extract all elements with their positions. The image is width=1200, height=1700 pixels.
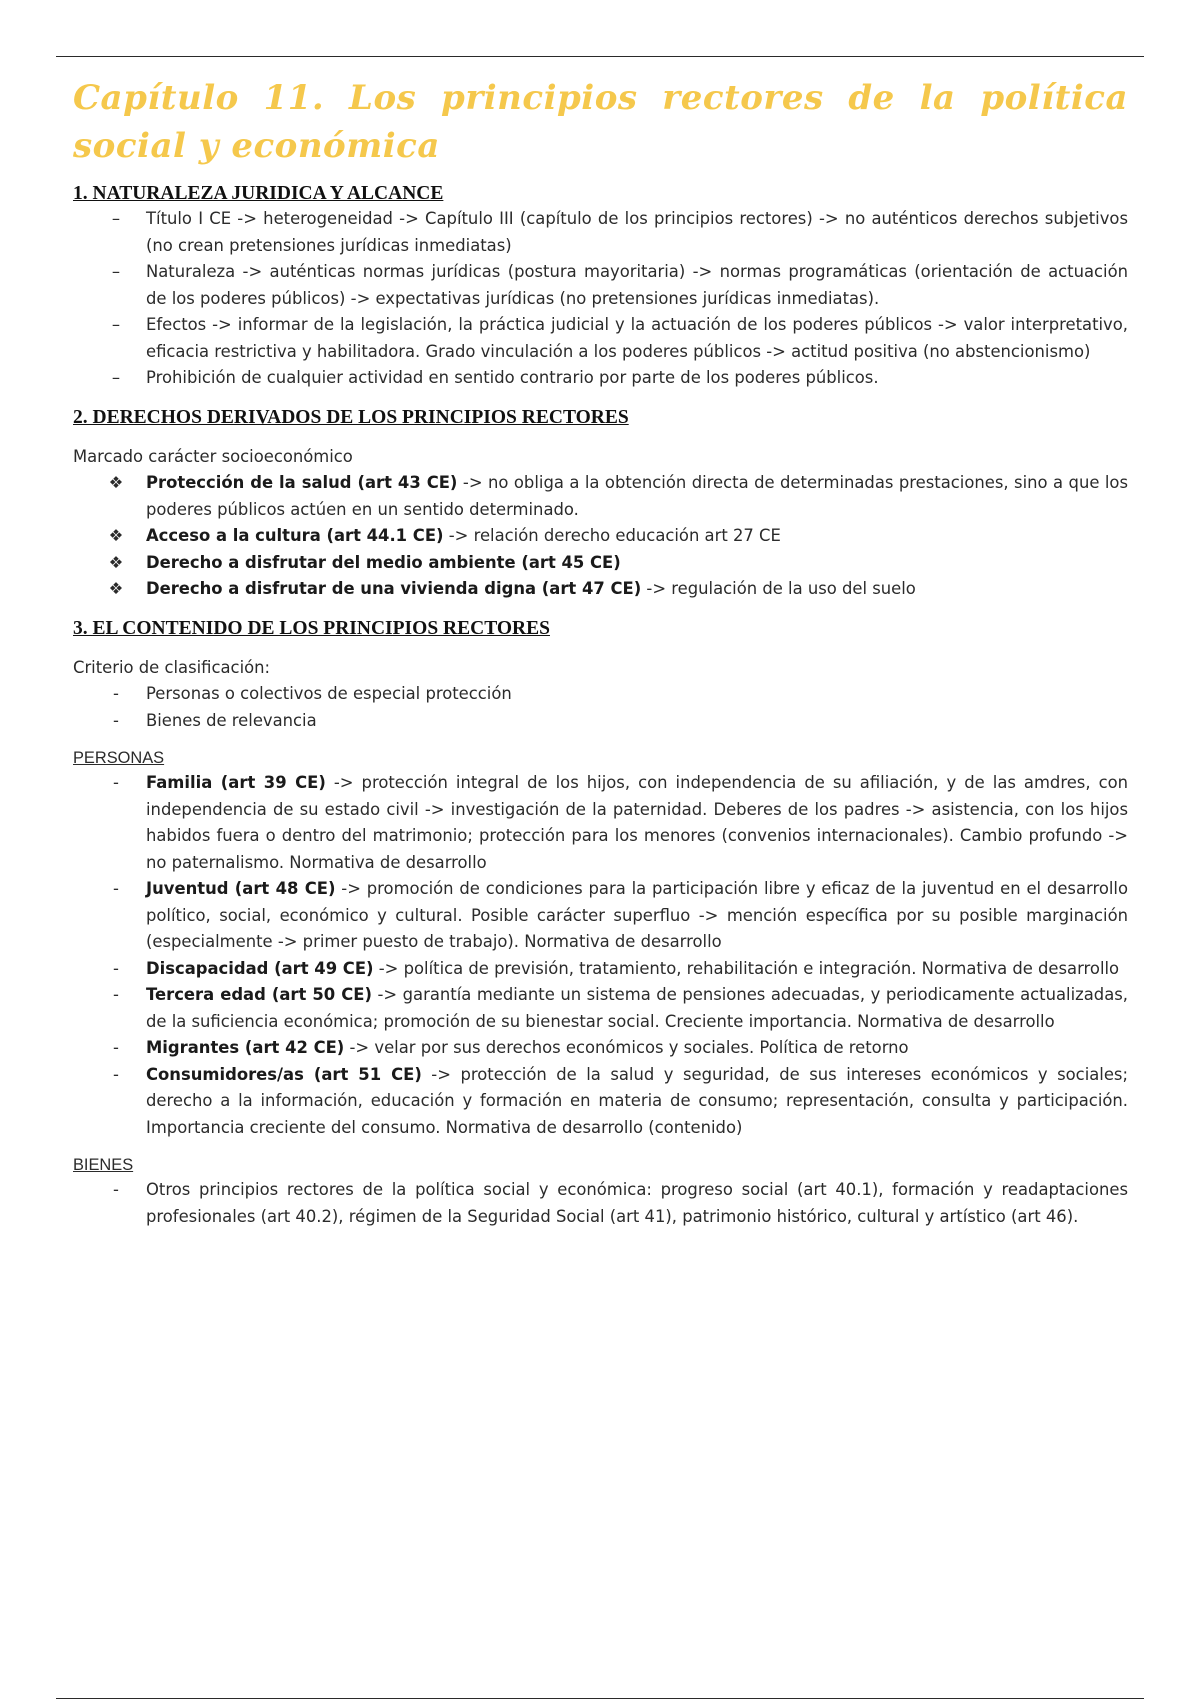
list-item: - Consumidores/as (art 51 CE) -> protección de la salud y seguridad, de sus intereses económicos y sociales; derecho a la información, educación y formación en materia de consumo; representación, consulta y participación. Importancia creciente del consumo. Normativa de desarrollo (contenido) xyxy=(73,1062,1128,1142)
dash-bullet-icon: – xyxy=(111,262,121,281)
diamond-bullet-icon: ❖ xyxy=(108,579,124,598)
list-item: - Familia (art 39 CE) -> protección integral de los hijos, con independencia de su afiliación, y de las amdres, con independencia de su estado civil -> investigación de la paternidad. Deberes de los padres -> asistencia, con los hijos habidos fuera o dentro del matrimonio; protección para los menores (convenios internacionales). Cambio profundo -> no paternalismo. Normativa de desarrollo xyxy=(73,770,1128,876)
section-intro: Marcado carácter socioeconómico xyxy=(73,446,353,466)
section-heading-derechos: 2. DERECHOS DERIVADOS DE LOS PRINCIPIOS RECTORES xyxy=(73,406,629,428)
derechos-list xyxy=(73,470,1128,603)
bottom-rule xyxy=(56,1698,1144,1699)
bienes-subheading: BIENES xyxy=(73,1156,134,1174)
chapter-title: Capítulo 11. Los principios rectores de la política social y económica xyxy=(73,78,1128,166)
list-item: - Otros principios rectores de la política social y económica: progreso social (art 40.1), formación y readaptaciones profesionales (art 40.2), régimen de la Seguridad Social (art 41), patrimonio histórico, cultural y artístico (art 46). xyxy=(73,1177,1128,1230)
diamond-bullet-icon: ❖ xyxy=(108,552,124,572)
dash-bullet-icon: - xyxy=(113,710,119,730)
dash-bullet-icon: – xyxy=(111,315,121,334)
section-heading-naturaleza: 1. NATURALEZA JURIDICA Y ALCANCE xyxy=(73,183,444,204)
dash-bullet-icon: - xyxy=(113,958,119,978)
document-page xyxy=(73,74,1128,1230)
dash-bullet-icon: - xyxy=(113,1064,119,1084)
list-item: - Personas o colectivos de especial protección xyxy=(73,681,1128,708)
list-item: ❖ Derecho a disfrutar de una vivienda digna (art 47 CE) -> regulación de la uso del suelo xyxy=(73,576,1128,603)
dash-bullet-icon: - xyxy=(113,684,119,703)
personas-list xyxy=(73,770,1128,1141)
list-item: ❖ Protección de la salud (art 43 CE) -> no obliga a la obtención directa de determinadas prestaciones, sino a que los poderes públicos actúen en un sentido determinado. xyxy=(73,470,1128,523)
dash-bullet-icon: – xyxy=(111,368,121,387)
list-item: ❖ Derecho a disfrutar del medio ambiente (art 45 CE) xyxy=(73,550,1128,577)
dash-bullet-icon: - xyxy=(113,773,119,792)
list-item: – Título I CE -> heterogeneidad -> Capítulo III (capítulo de los principios rectores) -> no auténticos derechos subjetivos (no crean pretensiones jurídicas inmediatas) xyxy=(73,206,1128,259)
list-item: – Prohibición de cualquier actividad en sentido contrario por parte de los poderes públicos. xyxy=(73,365,1128,392)
dash-bullet-icon: - xyxy=(113,1038,119,1057)
list-item: - Bienes de relevancia xyxy=(73,708,1128,735)
list-item: - Discapacidad (art 49 CE) -> política de previsión, tratamiento, rehabilitación e integración. Normativa de desarrollo xyxy=(73,956,1128,983)
dash-bullet-icon: – xyxy=(111,209,121,228)
top-rule xyxy=(56,56,1144,57)
diamond-bullet-icon: ❖ xyxy=(108,526,124,545)
naturaleza-list xyxy=(73,206,1128,392)
dash-bullet-icon: - xyxy=(113,1180,119,1199)
section-heading-contenido: 3. EL CONTENIDO DE LOS PRINCIPIOS RECTORES xyxy=(73,617,550,639)
list-item: - Juventud (art 48 CE) -> promoción de condiciones para la participación libre y eficaz de la juventud en el desarrollo político, social, económico y cultural. Posible carácter superfluo -> mención específica por su posible marginación (especialmente -> primer puesto de trabajo). Normativa de desarrollo xyxy=(73,876,1128,956)
personas-subheading: PERSONAS xyxy=(73,749,165,767)
list-item: – Efectos -> informar de la legislación, la práctica judicial y la actuación de los poderes públicos -> valor interpretativo, eficacia restrictiva y habilitadora. Grado vinculación a los poderes públicos -> actitud positiva (no abstencionismo) xyxy=(73,312,1128,365)
list-item: - Migrantes (art 42 CE) -> velar por sus derechos económicos y sociales. Política de retorno xyxy=(73,1035,1128,1062)
diamond-bullet-icon: ❖ xyxy=(108,473,124,492)
list-item: ❖ Acceso a la cultura (art 44.1 CE) -> relación derecho educación art 27 CE xyxy=(73,523,1128,550)
dash-bullet-icon: - xyxy=(113,985,119,1004)
list-item: – Naturaleza -> auténticas normas jurídicas (postura mayoritaria) -> normas programáticas (orientación de actuación de los poderes públicos) -> expectativas jurídicas (no pretensiones jurídicas inmediatas). xyxy=(73,259,1128,312)
criteria-list xyxy=(73,681,1128,734)
bienes-list xyxy=(73,1177,1128,1230)
section-intro: Criterio de clasificación: xyxy=(73,657,271,677)
dash-bullet-icon: - xyxy=(113,879,119,898)
list-item: - Tercera edad (art 50 CE) -> garantía mediante un sistema de pensiones adecuadas, y periodicamente actualizadas, de la suficiencia económica; promoción de su bienestar social. Creciente importancia. Normativa de desarrollo xyxy=(73,982,1128,1035)
